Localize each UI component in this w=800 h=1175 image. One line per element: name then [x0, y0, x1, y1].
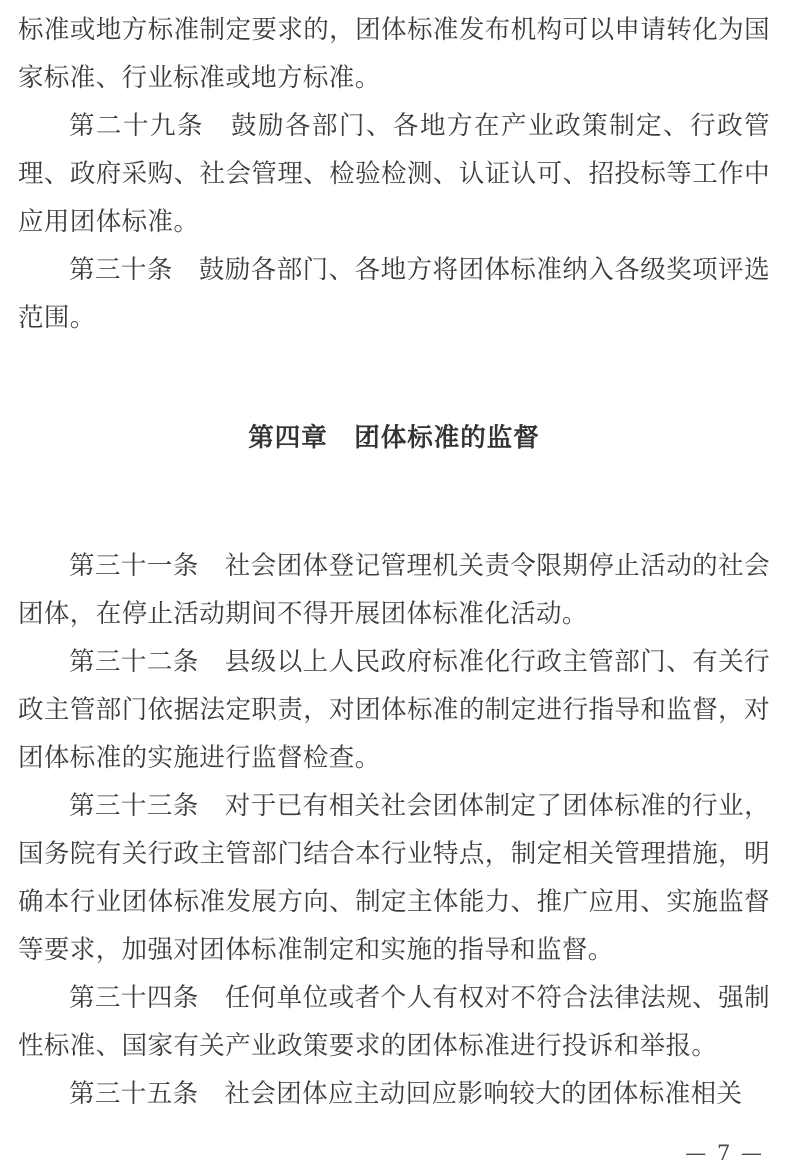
article-30-paragraph: 第三十条 鼓励各部门、各地方将团体标准纳入各级奖项评选范围。: [18, 255, 770, 333]
document-body: [18, 6, 770, 1118]
chapter-4-heading: 第四章 团体标准的监督: [248, 423, 540, 453]
article-34-paragraph: 第三十四条 任何单位或者个人有权对不符合法律法规、强制性标准、国家有关产业政策要求的团体标准进行投诉和举报。: [18, 983, 770, 1061]
article-33-paragraph: 第三十三条 对于已有相关社会团体制定了团体标准的行业，国务院有关行政主管部门结合本行业特点，制定相关管理措施，明确本行业团体标准发展方向、制定主体能力、推广应用、实施监督等要求，加强对团体标准制定和实施的指导和监督。: [18, 791, 770, 965]
page-number: — 7 —: [685, 1141, 764, 1165]
article-29-paragraph: 第二十九条 鼓励各部门、各地方在产业政策制定、行政管理、政府采购、社会管理、检验检测、认证认可、招投标等工作中应用团体标准。: [18, 111, 770, 237]
heading-top-spacer: [18, 342, 770, 414]
article-32-paragraph: 第三十二条 县级以上人民政府标准化行政主管部门、有关行政主管部门依据法定职责，对团体标准的制定进行指导和监督，对团体标准的实施进行监督检查。: [18, 647, 770, 773]
article-31-paragraph: 第三十一条 社会团体登记管理机关责令限期停止活动的社会团体，在停止活动期间不得开展团体标准化活动。: [18, 551, 770, 629]
paragraph-continued: 标准或地方标准制定要求的，团体标准发布机构可以申请转化为国家标准、行业标准或地方标准。: [18, 15, 770, 93]
article-35-paragraph: 第三十五条 社会团体应主动回应影响较大的团体标准相关: [69, 1079, 743, 1109]
heading-bottom-spacer: [18, 462, 770, 542]
